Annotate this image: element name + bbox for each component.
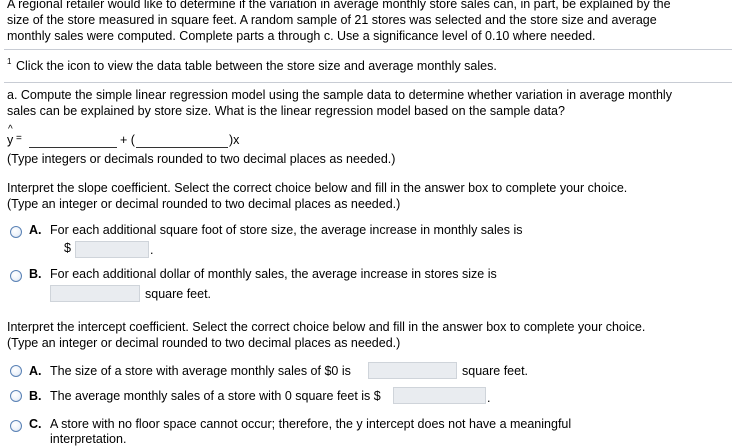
slope-option-a-answer-box[interactable] <box>75 241 149 258</box>
intercept-option-c-radio[interactable] <box>10 420 22 432</box>
part-a-line-1: a. Compute the simple linear regression model using the sample data to determine whether variation in average monthly <box>7 88 672 102</box>
divider-top <box>4 49 732 50</box>
intercept-option-a-answer-box[interactable] <box>368 362 457 379</box>
intercept-option-b-answer-box[interactable] <box>393 387 486 404</box>
divider-middle <box>4 82 732 83</box>
intercept-instruction: (Type an integer or decimal rounded to two decimal places as needed.) <box>7 336 401 350</box>
slope-option-a-letter: A. <box>29 223 42 237</box>
slope-option-b-text: For each additional dollar of monthly sales, the average increase in stores size is <box>50 267 497 281</box>
slope-instruction: (Type an integer or decimal rounded to two decimal places as needed.) <box>7 197 401 211</box>
intercept-option-a-letter: A. <box>29 364 42 378</box>
slope-option-b-letter: B. <box>29 267 42 281</box>
plus-paren: + ( <box>120 133 135 147</box>
part-a-instruction: (Type integers or decimals rounded to two decimal places as needed.) <box>7 152 396 166</box>
slope-option-a-radio[interactable] <box>10 226 22 238</box>
slope-option-a-period: . <box>150 243 154 257</box>
intro-line-2: size of the store measured in square feet. A random sample of 21 stores was selected and the store size and average <box>7 13 657 27</box>
y-hat-caret: ^ <box>8 124 13 135</box>
intro-line-1: A regional retailer would like to determine if the variation in average monthly store sales can, in part, be explained by the <box>7 0 671 11</box>
intercept-option-a-suffix: square feet. <box>462 364 529 378</box>
slope-option-a-dollar: $ <box>64 241 71 255</box>
slope-option-b-suffix: square feet. <box>145 287 212 301</box>
intercept-option-b-period: . <box>487 391 491 405</box>
footnote-marker[interactable]: 1 <box>7 57 12 66</box>
intro-line-3: monthly sales were computed. Complete parts a through c. Use a significance level of 0.10 where needed. <box>7 29 596 43</box>
intercept-option-c-line-2: interpretation. <box>50 432 127 446</box>
data-table-link[interactable]: Click the icon to view the data table between the store size and average monthly sales. <box>16 59 497 73</box>
intercept-option-c-line-1: A store with no floor space cannot occur; therefore, the y intercept does not have a meaningful <box>50 417 572 431</box>
intercept-option-b-radio[interactable] <box>10 390 22 402</box>
slope-option-a-text: For each additional square foot of store size, the average increase in monthly sales is <box>50 223 523 237</box>
equals-sign: = <box>16 133 22 144</box>
intercept-option-b-letter: B. <box>29 389 42 403</box>
y-hat-symbol: y <box>7 133 14 147</box>
intercept-option-c-letter: C. <box>29 417 42 431</box>
intercept-option-a-radio[interactable] <box>10 365 22 377</box>
close-paren-x: )x <box>229 133 240 147</box>
slope-option-b-radio[interactable] <box>10 270 22 282</box>
slope-input[interactable] <box>136 135 228 148</box>
intercept-input[interactable] <box>29 135 117 148</box>
intercept-option-a-text: The size of a store with average monthly sales of $0 is <box>50 364 351 378</box>
part-a-line-2: sales can be explained by store size. What is the linear regression model based on the sample data? <box>7 104 565 118</box>
intercept-option-b-text: The average monthly sales of a store with 0 square feet is $ <box>50 389 381 403</box>
intercept-prompt: Interpret the intercept coefficient. Select the correct choice below and fill in the answer box to complete your choice. <box>7 320 646 334</box>
slope-prompt: Interpret the slope coefficient. Select the correct choice below and fill in the answer box to complete your choice. <box>7 181 628 195</box>
slope-option-b-answer-box[interactable] <box>50 285 140 302</box>
